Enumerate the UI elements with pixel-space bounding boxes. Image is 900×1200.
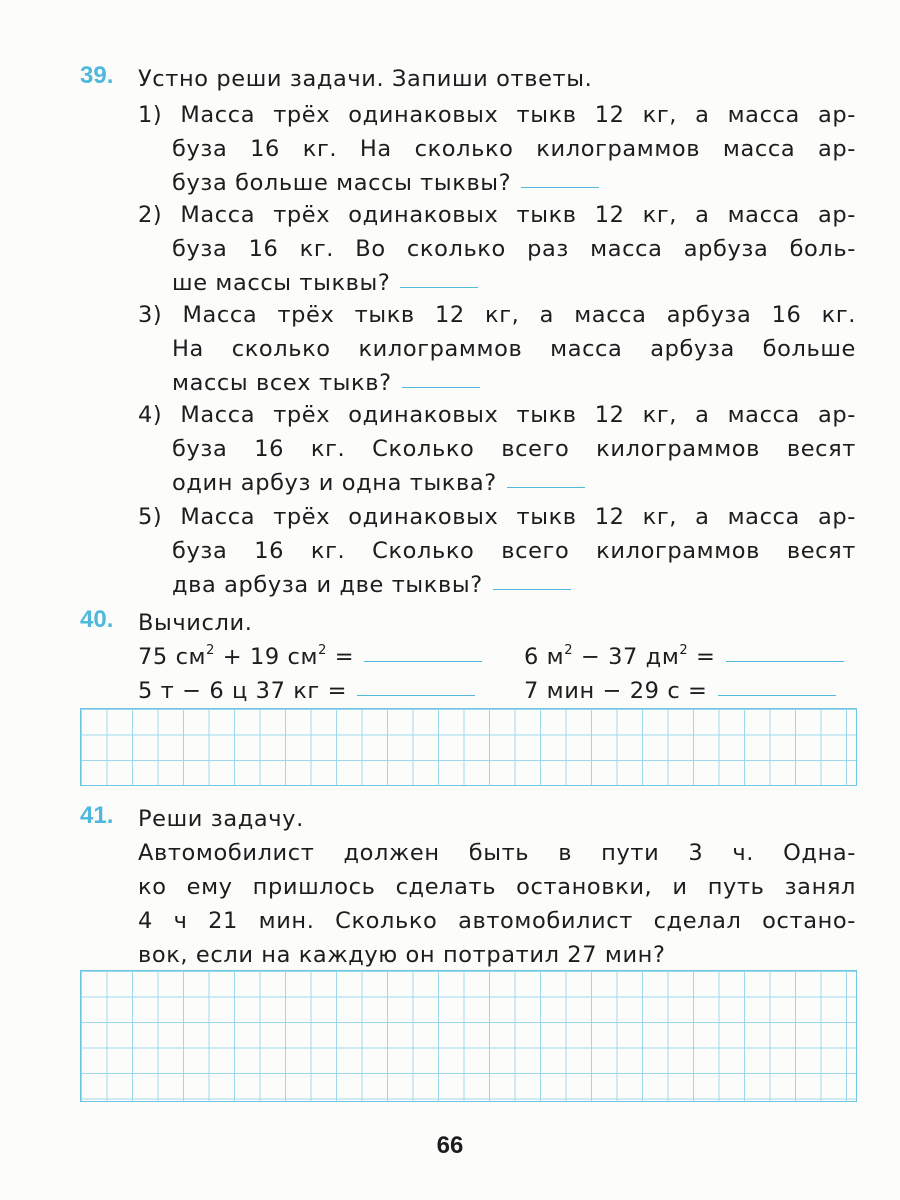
task-39-item-5: 5) Масса трёх одинаковых тыкв 12 кг, а масса ар- буза 16 кг. Сколько всего килограммов весят два арбуза и две тыквы? [138,504,856,598]
task-39-number: 39. [80,62,114,89]
expression-3: 5 т − 6 ц 37 кг = [138,674,475,708]
answer-line[interactable] [493,589,571,590]
grid-workspace-41[interactable] [80,970,857,1102]
answer-line[interactable] [718,695,836,696]
task-40-number: 40. [80,606,114,633]
answer-line[interactable] [521,187,599,188]
task-41-title: Реши задачу. [138,806,304,832]
answer-line[interactable] [726,661,844,662]
task-39-item-2: 2) Масса трёх одинаковых тыкв 12 кг, а масса ар- буза 16 кг. Во сколько раз масса арбуза боль- ше массы тыквы? [138,202,856,296]
answer-line[interactable] [357,695,475,696]
answer-line[interactable] [364,661,482,662]
grid-workspace-40[interactable] [80,708,857,786]
answer-line[interactable] [402,387,480,388]
task-39-item-4: 4) Масса трёх одинаковых тыкв 12 кг, а масса ар- буза 16 кг. Сколько всего килограммов весят один арбуз и одна тыква? [138,402,856,496]
task-39-title: Устно реши задачи. Запиши ответы. [138,66,593,92]
page-number: 66 [436,1132,464,1159]
task-41-number: 41. [80,802,114,829]
expression-2: 6 $м^2 - 37$ $дм^2$ = [524,640,844,674]
task-41-text: Автомобилист должен быть в пути 3 ч. Однa- ко ему пришлось сделать остановки, и путь занял 4 ч 21 мин. Сколько автомобилист сделал остано- вок, если на каждую он потратил 27 мин? [138,840,856,968]
answer-line[interactable] [400,287,478,288]
expression-4: 7 мин − 29 с = [524,674,836,708]
expression-1: 75 $см^2 + 19$ $см^2$ = [138,640,482,674]
task-39-item-3: 3) Масса трёх тыкв 12 кг, а масса арбуза 16 кг. На сколько килограммов масса арбуза больше массы всех тыкв? [138,302,856,396]
answer-line[interactable] [507,487,585,488]
task-40-title: Вычисли. [138,610,253,636]
task-39-item-1: 1) Масса трёх одинаковых тыкв 12 кг, а масса ар- буза 16 кг. На сколько килограммов масса ар- буза больше массы тыквы? [138,102,856,196]
